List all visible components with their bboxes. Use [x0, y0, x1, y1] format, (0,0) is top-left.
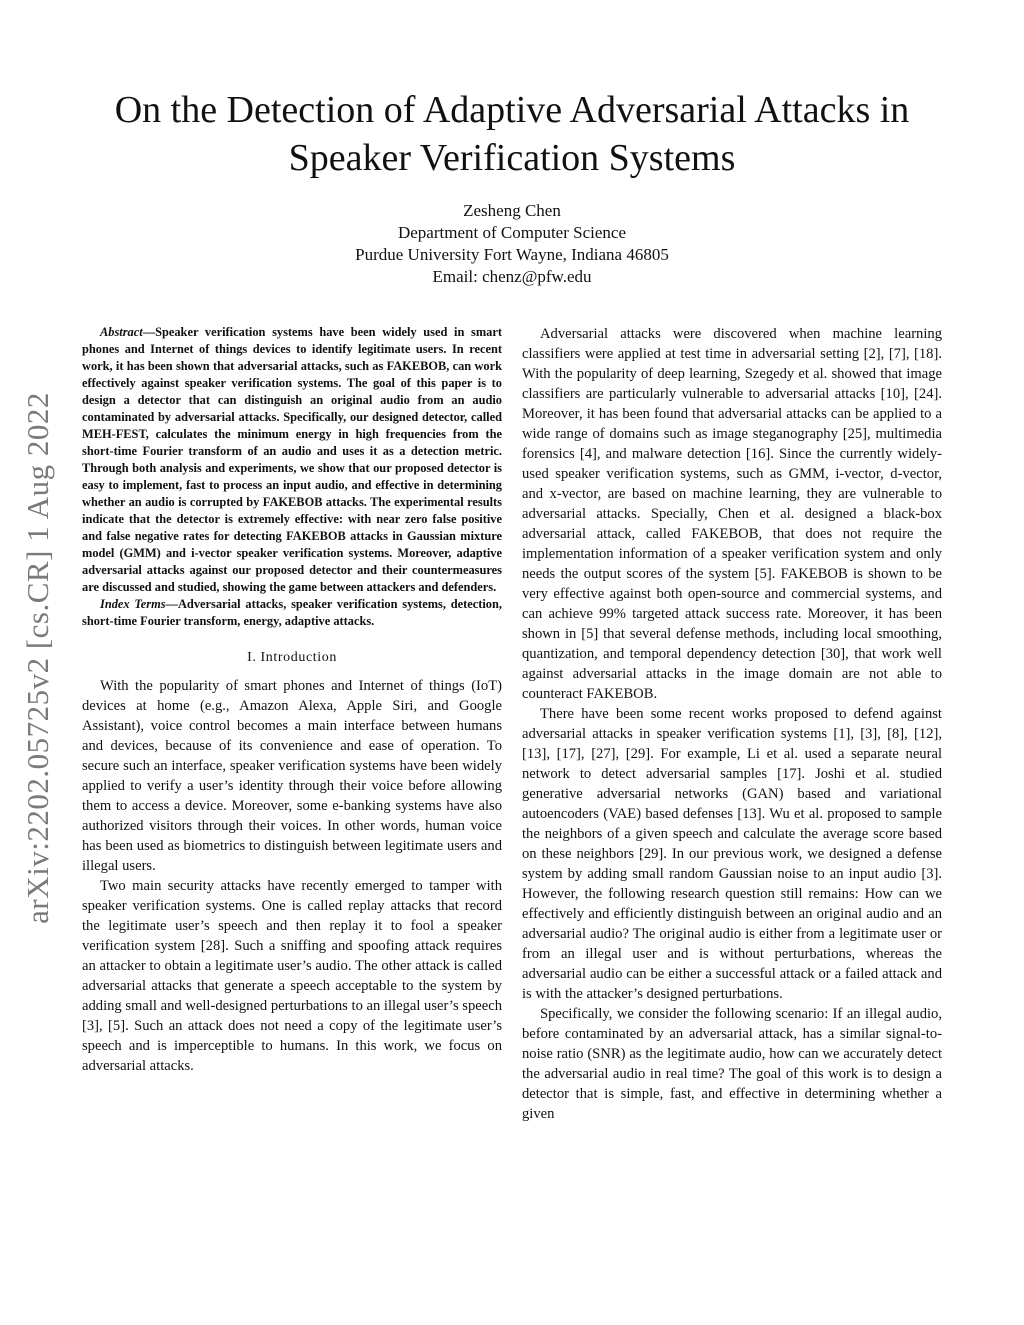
abstract-text: —Speaker verification systems have been widely used in smart phones and Internet of things devices to identify legitimate users. In recent work, it has been shown that adversarial attacks, such as FAKEBOB, can work effectively against speaker verification systems. The goal of this paper is to design a detector that can distinguish an original audio from an audio contaminated by adversarial attacks. Specifically, our designed detector, called MEH-FEST, calculates the minimum energy in high frequencies from the short-time Fourier transform of an audio and uses it as a detection metric. Through both analysis and experiments, we show that our proposed detector is easy to implement, fast to process an input audio, and effective in determining whether an audio is corrupted by FAKEBOB attacks. The experimental results indicate that the detector is extremely effective: with near zero false positive and false negative rates for detecting FAKEBOB attacks in Gaussian mixture model (GMM) and i-vector speaker verification systems. Moreover, adaptive adversarial attacks against our proposed detector and their countermeasures are discussed and studied, showing the game between attackers and defenders. [82, 325, 502, 594]
paper-title: On the Detection of Adaptive Adversarial Attacks in Speaker Verification Systems [114, 89, 910, 179]
author-department: Department of Computer Science [397, 223, 626, 242]
index-terms [82, 596, 502, 630]
abstract-label: Abstract [100, 325, 143, 339]
body-paragraph: Specifically, we consider the following scenario: If an illegal audio, before contaminated by an adversarial attack, has a similar signal-to-noise ratio (SNR) as the legitimate audio, how can we accurately detect the adversarial audio in real time? The goal of this work is to design a detector that is simple, fast, and effective in determining whether a given [522, 1006, 942, 1122]
body-paragraph: There have been some recent works proposed to defend against adversarial attacks in speaker verification systems [1], [3], [8], [12], [13], [17], [27], [29]. For example, Li et al. used a separate neural network to detect adversarial samples [17]. Joshi et al. studied generative adversarial networks (GAN) based and variational autoencoders (VAE) based defenses [13]. Wu et al. proposed to sample the neighbors of a given speech and calculate the average score based on these neighbors [29]. In our previous work, we designed a defense system by adding small random Gaussian noise to an input audio [3]. However, the following research question still remains: How can we effectively and efficiently distinguish between an original audio and an adversarial audio? The original audio is either from a legitimate user or from an illegal user and is without perturbations, whereas the adversarial audio can be either a successful attack or a failed attack and is with the attacker’s designed perturbations. [522, 706, 942, 1002]
section-heading-introduction: I. Introduction [247, 650, 337, 665]
author-email: Email: chenz@pfw.edu [432, 267, 592, 286]
author-name: Zesheng Chen [463, 201, 561, 220]
body-paragraph: With the popularity of smart phones and Internet of things (IoT) devices at home (e.g., Amazon Alexa, Apple Siri, and Google Assistant), voice control becomes a main interface between humans and devices, because of its convenience and ease of operation. To secure such an interface, speaker verification systems have been widely applied to verify a user’s identity through their voice before allowing them to access a device. Moreover, some e-banking systems have also authorized visitors through their voices. In other words, human voice has been used as biometrics to distinguish between legitimate users and illegal users. [82, 678, 502, 874]
author-block [212, 200, 812, 288]
body-paragraph: Adversarial attacks were discovered when machine learning classifiers were applied at test time in adversarial setting [2], [7], [18]. With the popularity of deep learning, Szegedy et al. showed that image classifiers are particularly vulnerable to adversarial attacks [10], [24]. Moreover, it has been found that adversarial attacks can be applied to a wide range of domains such as image steganography [25], multimedia forensics [4], and malware detection [16]. Since the currently widely-used speaker verification systems, such as GMM, i-vector, d-vector, and x-vector, are based on machine learning, they are vulnerable to adversarial attacks. Specially, Chen et al. designed a black-box adversarial attack, called FAKEBOB, that does not require the implementation information of a speaker verification system and only needs the output scores of the system [5]. FAKEBOB is shown to be very effective against both open-source and commercial systems, and can achieve 99% targeted attack success rate. Moreover, it has been shown in [5] that several defense methods, including local smoothing, quantization, and temporal dependency detection [30], that work well against adversarial attacks in the image domain are not able to counteract FAKEBOB. [522, 326, 942, 702]
right-column [522, 324, 942, 1124]
abstract [82, 324, 502, 596]
arxiv-sidebar-stamp [12, 345, 64, 970]
left-column [82, 324, 502, 1076]
index-terms-label: Index Terms [100, 597, 166, 611]
index-terms-text: —Adversarial attacks, speaker verification systems, detection, short-time Fourier transform, energy, adaptive attacks. [82, 597, 502, 628]
body-paragraph: Two main security attacks have recently emerged to tamper with speaker verification systems. One is called replay attacks that record the legitimate user’s speech and then replay it to fool a speaker verification system [28]. Such a sniffing and spoofing attack requires an attacker to obtain a legitimate user’s audio. The other attack is called adversarial attacks that generate a speech acceptable to the system by adding small and well-designed perturbations to an illegal user’s speech [3], [5]. Such an attack does not need a copy of the legitimate user’s speech and is imperceptible to humans. In this work, we focus on adversarial attacks. [82, 878, 502, 1074]
author-university: Purdue University Fort Wayne, Indiana 46805 [355, 245, 669, 264]
arxiv-identifier: arXiv:2202.05725v2 [cs.CR] 1 Aug 2022 [20, 391, 56, 924]
